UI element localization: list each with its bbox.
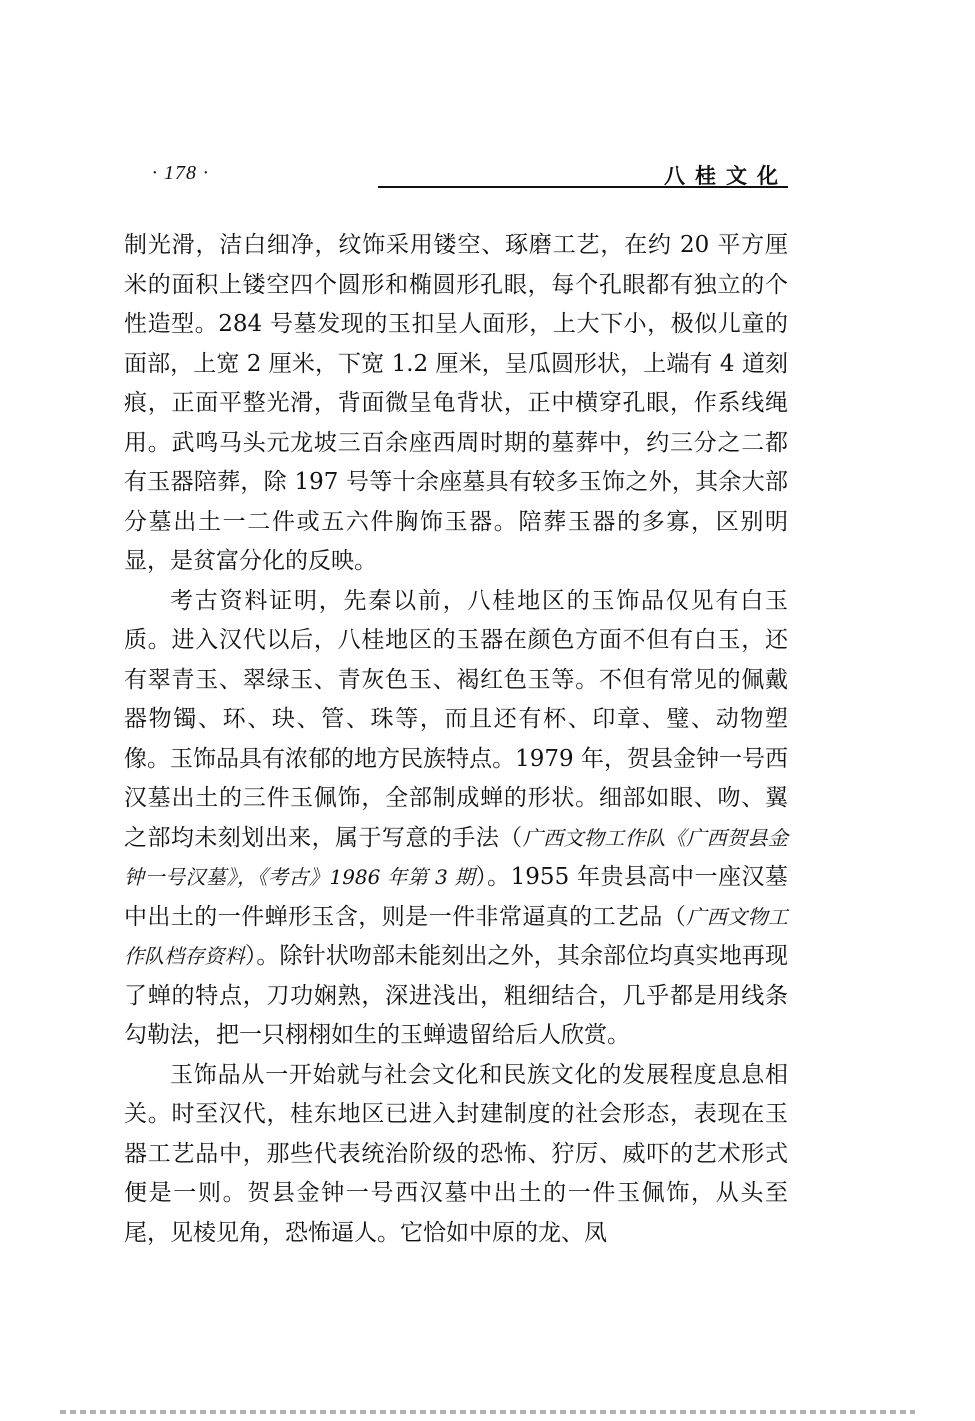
body-text <box>124 226 788 1253</box>
page-number: · 178 · <box>152 162 209 184</box>
paragraph-text: 玉饰品从一开始就与社会文化和民族文化的发展程度息息相关。时至汉代，桂东地区已进入封建制度的社会形态，表现在玉器工艺品中，那些代表统治阶级的恐怖、狞厉、威吓的艺术形式便是一则。贺县金钟一号西汉墓中出土的一件玉佩饰，从头至尾，见棱见角，恐怖逼人。它恰如中原的龙、凤 <box>124 1061 788 1246</box>
paragraph-text: ）。除针状吻部未能刻出之外，其余部位均真实地再现了蝉的特点，刀功娴熟，深进浅出，粗细结合，几乎都是用线条勾勒法，把一只栩栩如生的玉蝉遗留给后人欣赏。 <box>124 943 789 1048</box>
citation-text: 广西文物工作队档存资料 <box>124 904 789 968</box>
paragraph-text: ）。1955 年贵县高中一座汉墓中出土的一件蝉形玉含，则是一件非常逼真的工艺品（ <box>124 864 788 930</box>
running-title: 八桂文化 <box>664 164 788 188</box>
paragraph <box>124 1056 788 1254</box>
citation-text: 广西文物工作队《广西贺县金钟一号汉墓》，《考古》1986 年第 3 期 <box>124 825 789 889</box>
paragraph-text: 考古资料证明，先秦以前，八桂地区的玉饰品仅见有白玉质。进入汉代以后，八桂地区的玉器在颜色方面不但有白玉，还有翠青玉、翠绿玉、青灰色玉、褐红色玉等。不但有常见的佩戴器物镯、环、玦、管、珠等，而且还有杯、印章、璧、动物塑像。玉饰品具有浓郁的地方民族特点。1979 年，贺县金钟一号西汉墓出土的三件玉佩饰，全部制成蝉的形状。细部如眼、吻、翼之部均未刻划出来，属于写意的手法（ <box>124 587 788 851</box>
page-header <box>140 160 790 192</box>
paragraph <box>124 582 788 1056</box>
paragraph <box>124 226 788 582</box>
scan-edge-artifact <box>60 1410 915 1414</box>
paragraph-text: 制光滑，洁白细净，纹饰采用镂空、琢磨工艺，在约 20 平方厘米的面积上镂空四个圆形和椭圆形孔眼，每个孔眼都有独立的个性造型。284 号墓发现的玉扣呈人面形，上大下小，极似儿童的面部，上宽 2 厘米，下宽 1.2 厘米，呈瓜圆形状，上端有 4 道刻痕，正面平整光滑，背面微呈龟背状，正中横穿孔眼，作系线绳用。武鸣马头元龙坡三百余座西周时期的墓葬中，约三分之二都有玉器陪葬，除 197 号等十余座墓具有较多玉饰之外，其余大部分墓出土一二件或五六件胸饰玉器。陪葬玉器的多寡，区别明显，是贫富分化的反映。 <box>124 232 788 574</box>
